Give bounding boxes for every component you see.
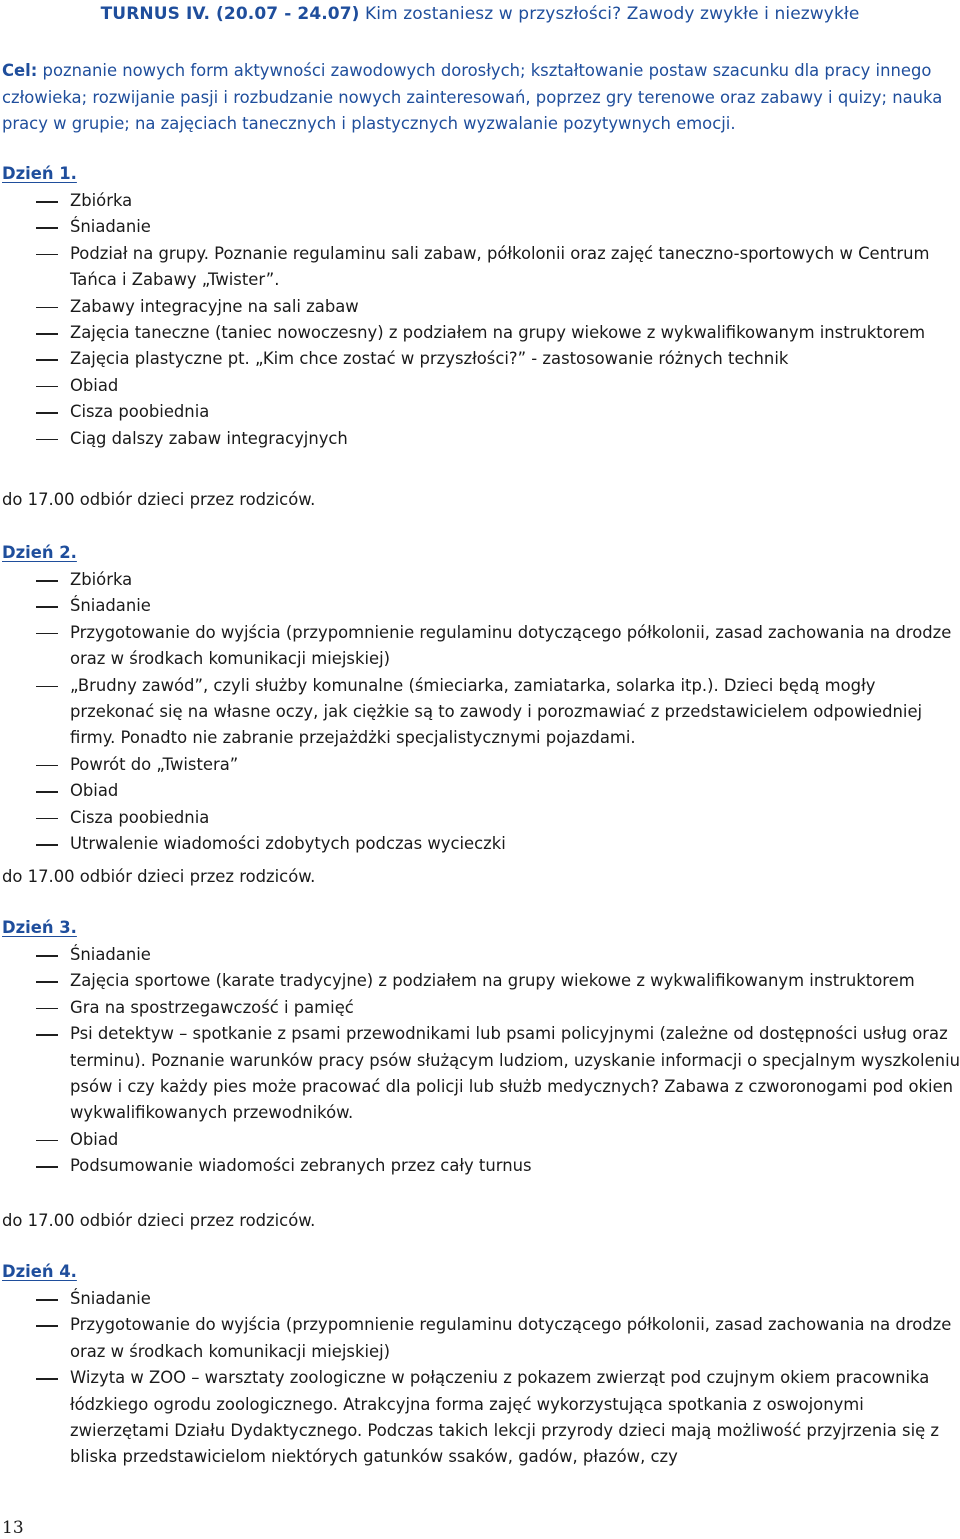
day-4-list (0, 1286, 960, 1471)
day-3-list (0, 942, 960, 1180)
list-item: Psi detektyw – spotkanie z psami przewodnikami lub psami policyjnymi (zależne od dostępności usług oraz terminu). Poznanie warunków pracy psów służącym ludziom, uzyskanie informacji o specjalnym wyszkoleniu psów i czy każdy pies może pracować dla policji lub służb medycznych? Zabawa z czworonogami pod okien wykwalifikowanych przewodników. (0, 1021, 960, 1127)
list-item: Zabawy integracyjne na sali zabaw (0, 294, 960, 320)
list-item: Utrwalenie wiadomości zdobytych podczas wycieczki (0, 831, 960, 857)
dash-bullet-icon (36, 1299, 58, 1301)
page-number: 13 (2, 1518, 24, 1538)
day-1-heading: Dzień 1. (2, 164, 77, 183)
list-item: „Brudny zawód”, czyli służby komunalne (śmieciarka, zamiatarka, solarka itp.). Dzieci będą mogły przekonać się na własne oczy, jak ciężkie są to zawody i porozmawiać z przedstawicielem odpowiedniej firmy. Ponadto nie zabranie przejażdżki specjalistycznymi pojazdami. (0, 673, 960, 752)
dash-bullet-icon (36, 981, 58, 983)
dash-bullet-icon (36, 818, 58, 820)
dash-bullet-icon (36, 359, 58, 361)
day-2-pickup-note: do 17.00 odbiór dzieci przez rodziców. (2, 867, 316, 886)
dash-bullet-icon (36, 1378, 58, 1380)
list-item: Zajęcia sportowe (karate tradycyjne) z podziałem na grupy wiekowe z wykwalifikowanym instruktorem (0, 968, 960, 994)
list-item: Zbiórka (0, 567, 960, 593)
list-item: Obiad (0, 1127, 960, 1153)
dash-bullet-icon (36, 580, 58, 582)
title-rest: Kim zostaniesz w przyszłości? Zawody zwykłe i niezwykłe (359, 4, 860, 24)
dash-bullet-icon (36, 955, 58, 957)
dash-bullet-icon (36, 791, 58, 793)
list-item: Obiad (0, 373, 960, 399)
list-item: Zajęcia taneczne (taniec nowoczesny) z podziałem na grupy wiekowe z wykwalifikowanym instruktorem (0, 320, 960, 346)
list-item: Cisza poobiednia (0, 399, 960, 425)
day-3-pickup-note: do 17.00 odbiór dzieci przez rodziców. (2, 1211, 316, 1230)
list-item: Powrót do „Twistera” (0, 752, 960, 778)
dash-bullet-icon (36, 1166, 58, 1168)
title-bold: TURNUS IV. (20.07 - 24.07) (100, 4, 360, 24)
day-1-list (0, 188, 960, 452)
list-item: Przygotowanie do wyjścia (przypomnienie regulaminu dotyczącego półkolonii, zasad zachowania na drodze oraz w środkach komunikacji miejskiej) (0, 1312, 960, 1365)
dash-bullet-icon (36, 765, 58, 767)
dash-bullet-icon (36, 439, 58, 441)
goal-paragraph (2, 58, 952, 138)
list-item: Śniadanie (0, 214, 960, 240)
dash-bullet-icon (36, 307, 58, 309)
dash-bullet-icon (36, 1140, 58, 1142)
dash-bullet-icon (36, 606, 58, 608)
list-item: Gra na spostrzegawczość i pamięć (0, 995, 960, 1021)
page-title (0, 4, 960, 24)
list-item: Śniadanie (0, 593, 960, 619)
goal-text: poznanie nowych form aktywności zawodowych dorosłych; kształtowanie postaw szacunku dla pracy innego człowieka; rozwijanie pasji i rozbudzanie nowych zainteresowań, poprzez gry terenowe oraz zabawy i quizy; nauka pracy w grupie; na zajęciach tanecznych i plastycznych wyzwalanie pozytywnych emocji. (2, 61, 943, 133)
dash-bullet-icon (36, 633, 58, 635)
goal-label: Cel: (2, 61, 38, 80)
dash-bullet-icon (36, 1034, 58, 1036)
day-4-heading: Dzień 4. (2, 1262, 77, 1281)
list-item: Podsumowanie wiadomości zebranych przez cały turnus (0, 1153, 960, 1179)
list-item: Cisza poobiednia (0, 805, 960, 831)
list-item: Śniadanie (0, 1286, 960, 1312)
dash-bullet-icon (36, 1008, 58, 1010)
list-item: Śniadanie (0, 942, 960, 968)
dash-bullet-icon (36, 254, 58, 256)
dash-bullet-icon (36, 686, 58, 688)
list-item: Wizyta w ZOO – warsztaty zoologiczne w połączeniu z pokazem zwierząt pod czujnym okiem pracownika łódzkiego ogrodu zoologicznego. Atrakcyjna forma zajęć wykorzystująca spotkania z oswojonymi zwierzętami Działu Dydaktycznego. Podczas takich lekcji przyrody dzieci mają możliwość przyjrzenia się z bliska przedstawicielom niektórych gatunków ssaków, gadów, płazów, czy (0, 1365, 960, 1471)
list-item: Przygotowanie do wyjścia (przypomnienie regulaminu dotyczącego półkolonii, zasad zachowania na drodze oraz w środkach komunikacji miejskiej) (0, 620, 960, 673)
dash-bullet-icon (36, 227, 58, 229)
day-2-heading: Dzień 2. (2, 543, 77, 562)
dash-bullet-icon (36, 412, 58, 414)
day-3-heading: Dzień 3. (2, 918, 77, 937)
day-2-list (0, 567, 960, 857)
dash-bullet-icon (36, 844, 58, 846)
day-1-pickup-note: do 17.00 odbiór dzieci przez rodziców. (2, 490, 316, 509)
dash-bullet-icon (36, 201, 58, 203)
list-item: Ciąg dalszy zabaw integracyjnych (0, 426, 960, 452)
dash-bullet-icon (36, 1325, 58, 1327)
list-item: Zbiórka (0, 188, 960, 214)
dash-bullet-icon (36, 386, 58, 388)
list-item: Obiad (0, 778, 960, 804)
list-item: Zajęcia plastyczne pt. „Kim chce zostać w przyszłości?” - zastosowanie różnych technik (0, 346, 960, 372)
dash-bullet-icon (36, 333, 58, 335)
list-item: Podział na grupy. Poznanie regulaminu sali zabaw, półkolonii oraz zajęć taneczno-sportowych w Centrum Tańca i Zabawy „Twister”. (0, 241, 960, 294)
